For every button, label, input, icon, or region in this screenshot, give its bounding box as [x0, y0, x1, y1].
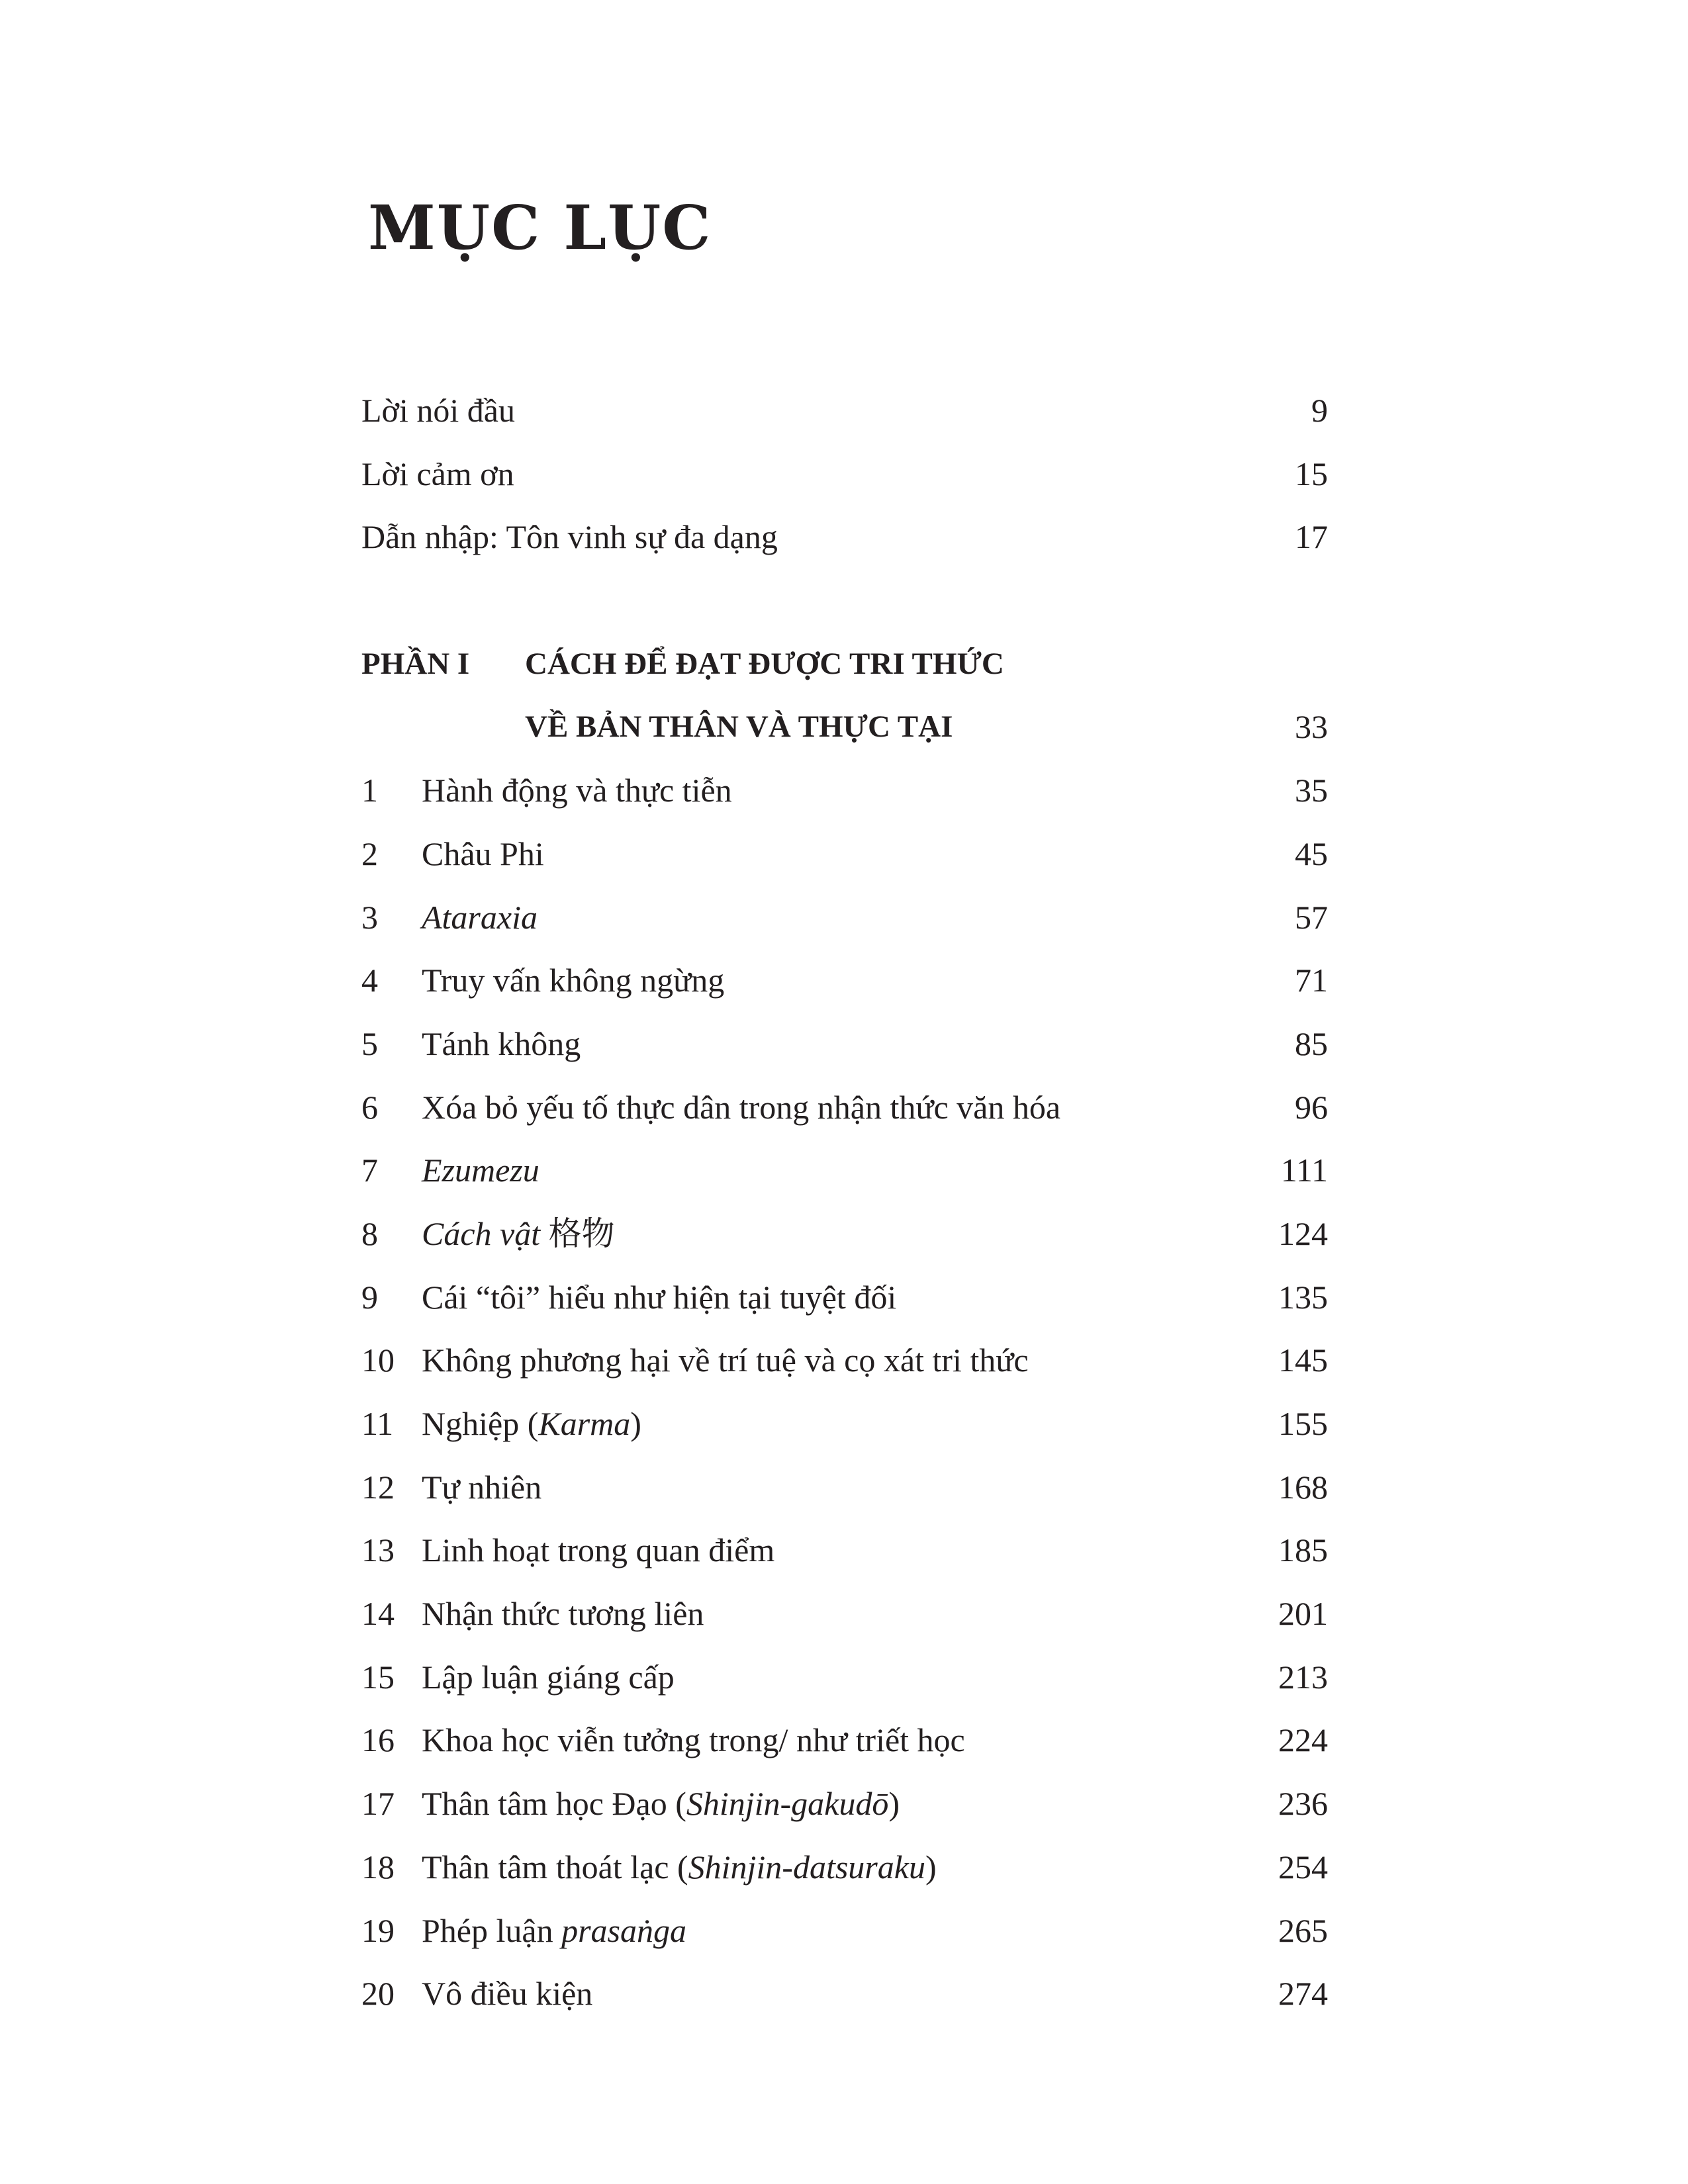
chapter-title	[422, 1139, 1281, 1203]
chapter-page: 45	[1295, 835, 1328, 872]
chapter-page: 185	[1278, 1531, 1328, 1569]
part-title-line-2: VỀ BẢN THÂN VÀ THỰC TẠI	[525, 709, 953, 745]
chapter-number: 18	[361, 1848, 395, 1886]
chapter-number: 11	[361, 1405, 394, 1442]
chapter-entry[interactable]	[361, 1646, 1328, 1709]
chapter-title-text: )	[888, 1785, 900, 1823]
chapter-number: 12	[361, 1468, 395, 1506]
front-matter-list	[361, 379, 1328, 569]
toc-entry[interactable]	[361, 379, 1328, 443]
chapter-title-italic: Cách vật	[422, 1214, 541, 1252]
entry-page: 9	[1311, 392, 1328, 429]
chapter-page: 124	[1278, 1214, 1328, 1252]
chapter-page: 85	[1295, 1024, 1328, 1062]
chapter-title-text: Không phương hại về trí tuệ và cọ xát tri thức	[422, 1342, 1029, 1379]
chapter-page: 236	[1278, 1785, 1328, 1823]
chapter-title	[422, 1392, 1278, 1456]
chapter-title	[422, 1456, 1278, 1520]
part-label: PHẦN I	[361, 646, 470, 681]
chapter-entry[interactable]	[361, 1076, 1328, 1140]
chapter-number: 13	[361, 1531, 395, 1569]
chapter-page: 265	[1278, 1911, 1328, 1949]
chapter-number: 1	[361, 772, 378, 809]
chapter-page: 135	[1278, 1278, 1328, 1316]
chapter-title-text: Nhận thức tương liên	[422, 1595, 704, 1633]
chapter-entry[interactable]	[361, 1139, 1328, 1203]
chapter-title	[422, 886, 1295, 950]
chapter-number: 14	[361, 1595, 395, 1633]
chapter-page: 71	[1295, 962, 1328, 999]
chapter-title-text: Cái “tôi” hiểu như hiện tại tuyệt đối	[422, 1278, 897, 1316]
chapter-entry[interactable]	[361, 1329, 1328, 1392]
part-heading[interactable]	[361, 633, 1328, 759]
chapter-entry[interactable]	[361, 1456, 1328, 1520]
chapter-page: 168	[1278, 1468, 1328, 1506]
entry-title: Lời nói đầu	[361, 392, 515, 429]
chapter-number: 6	[361, 1088, 378, 1126]
chapter-title	[422, 1013, 1295, 1076]
entry-title: Dẫn nhập: Tôn vinh sự đa dạng	[361, 518, 778, 556]
chapter-entry[interactable]	[361, 1013, 1328, 1076]
chapter-title	[422, 823, 1295, 886]
chapter-entry[interactable]	[361, 823, 1328, 886]
chapter-page: 35	[1295, 772, 1328, 809]
chapter-entry[interactable]	[361, 1772, 1328, 1836]
chapter-page: 213	[1278, 1658, 1328, 1696]
chapter-title	[422, 1076, 1295, 1140]
chapter-entry[interactable]	[361, 1392, 1328, 1456]
page-title: MỤC LỤC	[368, 192, 712, 263]
chapter-title-text: Hành động và thực tiễn	[422, 772, 732, 809]
entry-title: Lời cảm ơn	[361, 455, 514, 492]
chapter-title-italic: prasaṅga	[561, 1911, 687, 1949]
toc-entry[interactable]	[361, 506, 1328, 569]
chapter-page: 57	[1295, 898, 1328, 936]
chapter-title	[422, 1836, 1278, 1899]
chapter-page: 254	[1278, 1848, 1328, 1886]
chapter-entry[interactable]	[361, 1899, 1328, 1963]
chapter-number: 9	[361, 1278, 378, 1316]
chapter-title	[422, 1646, 1278, 1709]
chapter-title-italic: Karma	[538, 1405, 631, 1442]
chapter-number: 8	[361, 1214, 378, 1252]
chapter-list	[361, 759, 1328, 2026]
chapter-number: 7	[361, 1152, 378, 1189]
chapter-title-text: Vô điều kiện	[422, 1975, 593, 2013]
chapter-title-text: Lập luận giáng cấp	[422, 1658, 675, 1696]
chapter-title-text: Châu Phi	[422, 835, 544, 872]
chapter-title-text: )	[630, 1405, 641, 1442]
chapter-title-italic: Shinjin-gakudō	[686, 1785, 889, 1823]
chapter-entry[interactable]	[361, 1582, 1328, 1646]
table-of-contents	[361, 379, 1328, 2026]
chapter-title-text: Xóa bỏ yếu tố thực dân trong nhận thức văn hóa	[422, 1088, 1061, 1126]
entry-page: 15	[1295, 455, 1328, 492]
chapter-number: 10	[361, 1342, 395, 1379]
chapter-title	[422, 1772, 1278, 1836]
chapter-page: 145	[1278, 1342, 1328, 1379]
chapter-number: 20	[361, 1975, 395, 2013]
chapter-title	[422, 1962, 1278, 2026]
chapter-entry[interactable]	[361, 1266, 1328, 1330]
chapter-entry[interactable]	[361, 1709, 1328, 1772]
chapter-title-italic: Ataraxia	[422, 898, 538, 936]
chapter-title	[422, 1203, 1278, 1266]
chapter-entry[interactable]	[361, 1203, 1328, 1266]
chapter-page: 274	[1278, 1975, 1328, 2013]
chapter-number: 3	[361, 898, 378, 936]
chapter-page: 96	[1295, 1088, 1328, 1126]
chapter-page: 155	[1278, 1405, 1328, 1442]
spacer	[361, 569, 1328, 633]
chapter-entry[interactable]	[361, 886, 1328, 950]
chapter-number: 4	[361, 962, 378, 999]
chapter-title-text: Linh hoạt trong quan điểm	[422, 1531, 775, 1569]
chapter-page: 201	[1278, 1595, 1328, 1633]
chapter-title-italic: Ezumezu	[422, 1152, 539, 1189]
chapter-title-text: )	[925, 1848, 937, 1886]
chapter-entry[interactable]	[361, 1836, 1328, 1899]
chapter-title-italic: Shinjin-datsuraku	[688, 1848, 925, 1886]
chapter-entry[interactable]	[361, 759, 1328, 823]
chapter-title-text: Truy vấn không ngừng	[422, 962, 725, 999]
chapter-title-text: 格物	[540, 1214, 615, 1252]
chapter-title-text: Khoa học viễn tưởng trong/ như triết học	[422, 1721, 965, 1759]
chapter-number: 2	[361, 835, 378, 872]
chapter-number: 17	[361, 1785, 395, 1823]
chapter-title	[422, 1582, 1278, 1646]
chapter-entry[interactable]	[361, 1962, 1328, 2026]
chapter-page: 111	[1280, 1152, 1328, 1189]
chapter-title	[422, 1329, 1278, 1392]
chapter-title	[422, 1899, 1278, 1963]
part-label-spacer	[361, 696, 525, 759]
chapter-entry[interactable]	[361, 1519, 1328, 1582]
chapter-number: 19	[361, 1911, 395, 1949]
chapter-title-text: Phép luận	[422, 1911, 562, 1949]
entry-page: 17	[1295, 518, 1328, 556]
chapter-title	[422, 949, 1295, 1013]
part-page: 33	[1295, 708, 1328, 746]
chapter-number: 15	[361, 1658, 395, 1696]
chapter-title-text: Thân tâm học Đạo (	[422, 1785, 686, 1823]
chapter-title	[422, 1519, 1278, 1582]
chapter-title-text: Nghiệp (	[422, 1405, 539, 1442]
chapter-title-text: Tánh không	[422, 1024, 581, 1062]
chapter-page: 224	[1278, 1721, 1328, 1759]
chapter-number: 5	[361, 1024, 378, 1062]
chapter-title	[422, 759, 1295, 823]
chapter-title-text: Tự nhiên	[422, 1468, 542, 1506]
chapter-title	[422, 1266, 1278, 1330]
toc-entry[interactable]	[361, 443, 1328, 506]
chapter-number: 16	[361, 1721, 395, 1759]
chapter-title	[422, 1709, 1278, 1772]
chapter-title-text: Thân tâm thoát lạc (	[422, 1848, 688, 1886]
part-title-line-1: CÁCH ĐỂ ĐẠT ĐƯỢC TRI THỨC	[525, 646, 1004, 681]
chapter-entry[interactable]	[361, 949, 1328, 1013]
